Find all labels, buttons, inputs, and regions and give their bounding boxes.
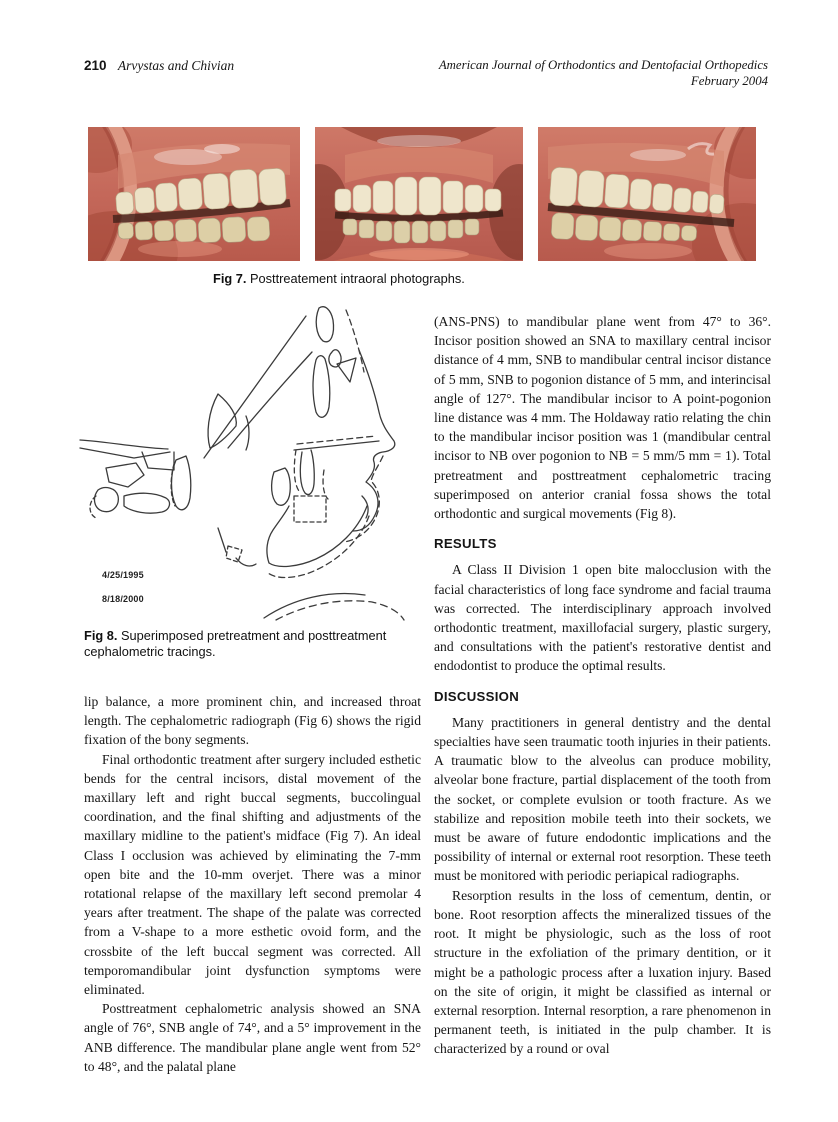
fig8-caption-text: Superimposed pretreatment and posttreatment cephalometric tracings.	[84, 628, 387, 659]
header-left	[84, 58, 234, 74]
body-paragraph: Many practitioners in general dentistry and the dental specialties have seen traumatic tooth injuries in their patients. A traumatic blow to the alveolus can produce mobility, alveolar bone fracture, partial displacement of the tooth from the socket, or complete evulsion or tooth fracture. As we stabilize and reposition mobile teeth into their sockets, we must be aware of future endodontic implications and the possibility of internal or external root resorption. These teeth must be monitored with periodic periapical radiographs.	[434, 714, 771, 884]
page-header	[84, 58, 768, 89]
body-paragraph: Resorption results in the loss of cementum, dentin, or bone. Root resorption affects the mineralized tissues of the root. It might be physiologic, such as the loss of root structure in the exfoliation of the primary dentition, or it might be a pathologic process after a luxation injury. Based on the site of origin, it might be classified as internal or external resorption. Internal resorption, a rare phenomenon in permanent teeth, is initiated in the pulp chamber. It is characterized by a round or oval	[434, 887, 771, 1057]
issue-date: February 2004	[690, 73, 768, 88]
fig7-caption	[213, 271, 633, 286]
intraoral-photo-right-lateral	[88, 127, 300, 261]
header-right	[439, 58, 768, 89]
cephalometric-tracing	[78, 300, 420, 622]
intraoral-photo-frontal	[315, 127, 523, 261]
intraoral-photo-left-lateral	[538, 127, 756, 261]
journal-title: American Journal of Orthodontics and Dentofacial Orthopedics	[438, 58, 768, 72]
running-authors: Arvystas and Chivian	[117, 58, 235, 73]
body-paragraph: lip balance, a more prominent chin, and increased throat length. The cephalometric radiograph (Fig 6) shows the rigid fixation of the bony segments.	[84, 694, 421, 748]
body-paragraph: Posttreatment cephalometric analysis showed an SNA angle of 76°, SNB angle of 74°, and a 5° improvement in the ANB difference. The mandibular plane angle went from 52° to 48°, and the palatal plane	[84, 1001, 421, 1074]
fig8-label: Fig 8.	[84, 628, 118, 643]
fig7-caption-text: Posttreatement intraoral photographs.	[249, 271, 465, 286]
posttreatment-date: 8/18/2000	[102, 594, 144, 604]
right-column	[434, 312, 771, 1059]
results-heading: RESULTS	[434, 536, 497, 552]
left-column	[84, 692, 421, 1076]
fig7-photo-row	[88, 127, 766, 261]
fig8-figure	[78, 300, 420, 660]
body-paragraph: (ANS-PNS) to mandibular plane went from 47° to 36°. Incisor position showed an SNA to maxillary central incisor distance of 4 mm, SNB to mandibular central incisor distance of 5 mm, SNB to pogonion distance of 5 mm, and interincisal angle of 127°. The mandibular incisor to A point-pogonion line distance was 4 mm. The Holdaway ratio relating the chin to the mandibular incisor position was 1 (mandibular central incisor to NB over pogonion to NB = 5 mm/5 mm = 1). Total pretreatment and posttreatment cephalometric tracing superimposed on anterior cranial fossa shows the total orthodontic and surgical movements (Fig 8).	[434, 314, 771, 522]
body-paragraph: A Class II Division 1 open bite malocclusion with the facial characteristics of long face syndrome and facial trauma was corrected. The interdisciplinary approach involved orthodontic treatment, maxillofacial surgery, plastic surgery, and consultations with the patient's restorative dentist and endodontist to produce the optimal results.	[434, 562, 771, 674]
fig7-label: Fig 7.	[213, 271, 247, 286]
body-paragraph: Final orthodontic treatment after surgery included esthetic bends for the central incisors, distal movement of the maxillary left and right buccal segments, buccolingual coordination, and the final shifting and adjustments of the maxillary midline to the patient's midface (Fig 7). An ideal Class I occlusion was achieved by eliminating the 7-mm open bite and the 10-mm overjet. There was a minor rotational relapse of the maxillary left second premolar 4 years after treatment. The shape of the palate was corrected from a V-shape to a more esthetic ovoid form, and the crossbite of the left buccal segment was corrected. All temporomandibular joint dysfunction symptoms were eliminated.	[84, 751, 421, 998]
fig8-caption	[78, 628, 414, 660]
discussion-heading: DISCUSSION	[434, 688, 520, 704]
pretreatment-date: 4/25/1995	[102, 570, 144, 580]
page-number: 210	[84, 58, 107, 73]
